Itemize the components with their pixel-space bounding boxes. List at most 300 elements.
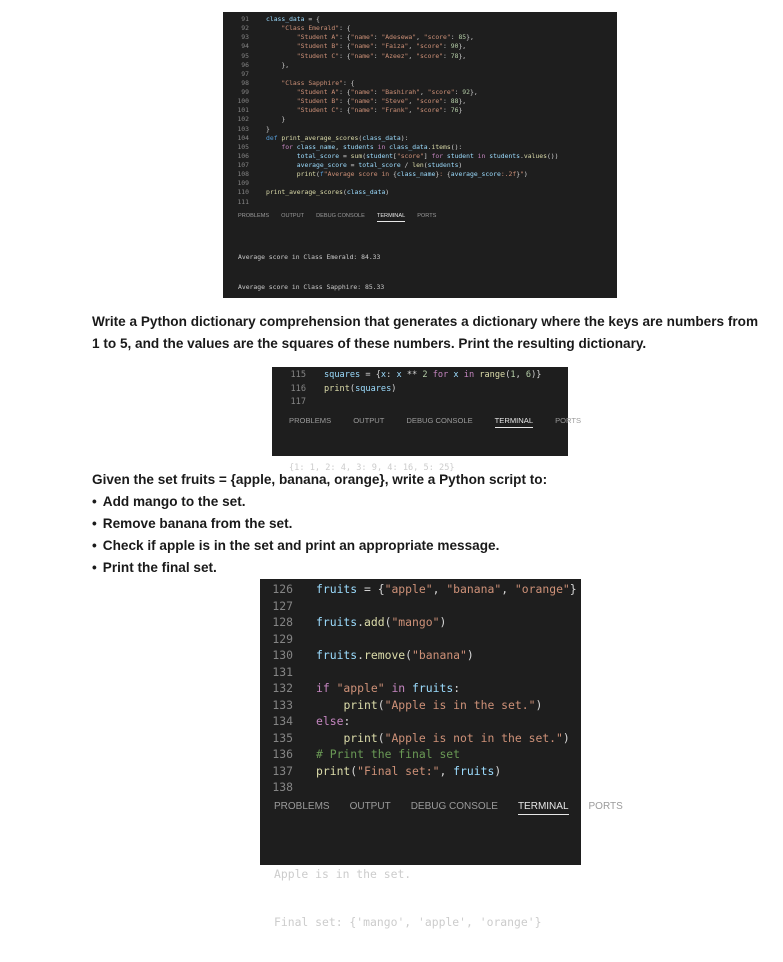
panel-tabs [223, 213, 617, 219]
code-token: : [443, 42, 451, 51]
code-token: average_score [450, 170, 501, 179]
code-token: 2 [422, 370, 428, 380]
code-line [260, 680, 581, 697]
code-line [223, 79, 617, 88]
code-token: 1 [510, 370, 516, 380]
code-token: class_data [389, 142, 428, 151]
code-text [324, 370, 541, 380]
code-token: = { [360, 370, 381, 380]
code-token: in [384, 681, 413, 695]
code-token: "Student A" [296, 88, 340, 96]
code-token: "score" [427, 88, 455, 96]
code-token: x [380, 370, 387, 380]
question-dict-comprehension [92, 311, 764, 355]
code-token: students [489, 151, 520, 160]
code-token: def [266, 133, 282, 142]
tab-output[interactable]: OUTPUT [281, 212, 305, 219]
code-line [223, 42, 617, 51]
code-screenshot-fruits [260, 579, 623, 929]
code-text [324, 384, 396, 394]
code-token: : [373, 51, 382, 60]
code-token: 78 [450, 51, 459, 60]
line-number: 105 [237, 142, 249, 151]
code-token: ( [377, 697, 385, 712]
code-editor [272, 367, 568, 410]
code-token: 88 [450, 97, 459, 106]
terminal-line: Final set: {'mango', 'apple', 'orange'} [274, 914, 542, 929]
code-line [260, 664, 581, 681]
code-token: } [266, 124, 270, 133]
line-number: 92 [241, 24, 249, 33]
code-token: } [516, 170, 521, 179]
code-editor [260, 579, 581, 796]
code-line [223, 143, 617, 152]
code-token: ) [466, 648, 474, 662]
code-screenshot-class-averages [223, 12, 617, 298]
code-token: { [446, 170, 451, 179]
code-text [266, 134, 408, 142]
task-item: • Add mango to the set. [92, 491, 764, 513]
code-token: "name" [350, 51, 374, 60]
code-token: : [450, 33, 459, 42]
code-token: average_score [296, 161, 347, 169]
code-token: student [446, 151, 474, 160]
code-token: ): [400, 133, 409, 142]
code-token: range [479, 370, 506, 380]
code-token: # Print the final set [316, 747, 461, 761]
code-token: ( [349, 383, 356, 394]
code-text [316, 747, 460, 761]
line-number: 102 [237, 115, 249, 124]
task-item: • Remove banana from the set. [92, 513, 764, 535]
code-text [266, 88, 478, 96]
code-token: 6 [525, 370, 532, 380]
code-token: , [408, 106, 417, 115]
code-token: , [515, 370, 526, 380]
code-token: } [435, 170, 440, 179]
line-number: 97 [241, 69, 249, 78]
code-text [316, 698, 542, 712]
line-number: 128 [272, 615, 293, 629]
code-text [316, 714, 350, 728]
code-token: : [343, 714, 351, 728]
tab-output[interactable]: OUTPUT [349, 800, 391, 812]
code-token: in [458, 370, 480, 380]
code-text [316, 681, 460, 695]
code-text [266, 15, 320, 23]
code-text [266, 152, 559, 160]
code-line [223, 115, 617, 124]
terminal-output [260, 834, 581, 962]
line-number: 130 [272, 648, 293, 662]
tab-debug-console[interactable]: DEBUG CONSOLE [316, 212, 365, 219]
code-line [260, 631, 581, 648]
code-line [223, 134, 617, 143]
code-token: "apple" [336, 681, 385, 695]
code-token: : [439, 170, 447, 179]
line-number: 101 [237, 106, 249, 115]
code-text [316, 764, 501, 778]
code-token: x [396, 370, 402, 380]
tab-debug-console[interactable]: DEBUG CONSOLE [410, 800, 498, 812]
code-token: "Average score in [323, 170, 394, 179]
code-token: "Class Sapphire" [281, 78, 343, 87]
code-token: in [473, 151, 490, 160]
code-line [223, 24, 617, 33]
code-token: : { [339, 33, 351, 42]
panel-tabs [272, 415, 582, 425]
code-token: ( [362, 151, 367, 160]
code-line [223, 88, 617, 97]
code-token: : [443, 97, 451, 106]
task-list [92, 491, 764, 579]
code-token: ) [458, 161, 463, 169]
code-token: 85 [458, 33, 467, 42]
code-line [223, 179, 617, 188]
tab-ports[interactable]: PORTS [417, 212, 437, 219]
code-line [260, 581, 581, 598]
code-token: = { [357, 582, 385, 596]
line-number: 116 [290, 383, 306, 394]
code-text [266, 106, 462, 114]
line-number: 103 [237, 124, 249, 133]
code-token: remove [364, 648, 406, 662]
line-number: 129 [272, 631, 293, 646]
code-token: items [431, 142, 451, 151]
tab-ports[interactable]: PORTS [588, 800, 623, 812]
line-number: 115 [290, 370, 306, 380]
code-token: . [357, 648, 365, 662]
code-token: [ [393, 151, 397, 160]
line-number: 91 [241, 15, 249, 23]
code-text [266, 33, 474, 41]
code-token: = [339, 151, 351, 160]
code-token: "Faiza" [381, 42, 409, 51]
code-line [272, 396, 568, 410]
code-line [223, 152, 617, 161]
tab-terminal[interactable]: TERMINAL [494, 415, 534, 425]
code-token: , [408, 97, 417, 106]
line-number: 133 [272, 697, 293, 712]
line-number: 111 [237, 197, 249, 206]
code-token: total_score [296, 151, 340, 160]
code-text [266, 52, 466, 60]
code-token: fruits [316, 615, 358, 629]
code-token: : [373, 106, 382, 115]
code-token: "Student B" [296, 97, 340, 106]
code-token: "Final set:" [357, 763, 440, 778]
code-token: "score" [416, 42, 444, 51]
line-number: 109 [237, 179, 249, 188]
code-token: "Student B" [296, 42, 340, 51]
code-token: "Steve" [381, 97, 409, 106]
code-token: : { [339, 42, 351, 51]
code-token: ) [391, 383, 397, 394]
line-number: 99 [241, 88, 249, 96]
code-token: if [316, 681, 337, 695]
code-text [266, 61, 289, 69]
code-line [223, 188, 617, 197]
terminal-line: Apple is in the set. [274, 866, 412, 881]
tab-problems[interactable]: PROBLEMS [238, 212, 270, 219]
code-token: "apple" [384, 582, 433, 596]
code-token: "banana" [446, 582, 502, 596]
code-line [223, 198, 617, 207]
code-token: : [373, 42, 382, 51]
code-token: "score" [416, 97, 444, 106]
code-text [266, 125, 270, 133]
code-token: : [373, 33, 382, 42]
line-number: 104 [237, 133, 249, 142]
code-line [223, 161, 617, 170]
code-token: / [400, 161, 413, 169]
line-number: 93 [241, 33, 249, 42]
code-line [260, 730, 581, 747]
code-token: , [432, 582, 447, 596]
code-text [266, 161, 462, 169]
code-token: }, [281, 60, 290, 69]
code-token: students [342, 142, 374, 151]
code-token: }, [458, 97, 467, 106]
code-token: "Class Emerald" [281, 24, 340, 33]
task-item: • Print the final set. [92, 557, 764, 579]
line-number: 138 [272, 780, 293, 794]
line-number: 106 [237, 151, 249, 160]
code-token: ( [350, 763, 358, 778]
code-line [223, 125, 617, 134]
line-number: 96 [241, 60, 249, 69]
code-token: print [296, 170, 317, 179]
code-token: . [427, 142, 432, 151]
code-line [260, 713, 581, 730]
line-number: 137 [272, 763, 293, 778]
code-token: , [439, 763, 454, 778]
code-token: } [458, 106, 463, 115]
code-line [260, 647, 581, 664]
code-token: ( [384, 615, 392, 629]
code-token: fruits [316, 648, 358, 662]
code-token: ** [401, 370, 423, 380]
code-text [266, 170, 528, 178]
code-token: print_average_scores [281, 133, 359, 142]
code-token: ( [342, 188, 347, 197]
question-intro: Given the set fruits = {apple, banana, orange}, write a Python script to: [92, 472, 548, 487]
code-token: x [453, 370, 459, 380]
code-token: "Bashirah" [381, 88, 420, 96]
line-number: 98 [241, 78, 249, 87]
code-token: for [431, 151, 447, 160]
terminal-line: Average score in Class Emerald: 84.33 [238, 252, 381, 261]
code-token: values [523, 151, 547, 160]
tab-problems[interactable]: PROBLEMS [289, 415, 332, 425]
code-token: print [316, 763, 351, 778]
code-screenshot-squares [272, 367, 582, 473]
code-token: = [346, 161, 359, 169]
code-token: 76 [450, 106, 459, 115]
code-token: "mango" [391, 615, 440, 629]
code-token: : [373, 97, 382, 106]
code-token: "orange" [514, 582, 570, 596]
code-line [260, 763, 581, 780]
line-number: 117 [290, 397, 306, 407]
code-token: class_name [396, 170, 436, 179]
line-number: 135 [272, 730, 293, 745]
code-token: f [319, 170, 324, 179]
code-line [260, 598, 581, 615]
line-number: 132 [272, 681, 293, 695]
code-line [260, 697, 581, 714]
code-token: "name" [350, 33, 374, 42]
code-token: for [281, 142, 297, 151]
code-token: : { [339, 97, 351, 106]
code-token: ()) [546, 151, 559, 160]
code-token: ( [377, 730, 385, 745]
code-token: ) [535, 697, 543, 712]
code-line [260, 746, 581, 763]
code-token: }, [469, 88, 478, 96]
code-token: : { [339, 51, 351, 60]
code-token: "name" [350, 106, 374, 115]
code-text [266, 143, 462, 151]
code-token: } [281, 115, 286, 124]
tab-terminal[interactable]: TERMINAL [376, 212, 406, 219]
code-token: print [343, 730, 378, 745]
code-text [316, 582, 577, 596]
line-number: 127 [272, 598, 293, 613]
code-token: "Apple is not in the set." [384, 730, 563, 745]
code-token: else [316, 714, 344, 728]
code-line [223, 61, 617, 70]
code-token: , [408, 42, 417, 51]
code-text [266, 24, 351, 32]
code-token: "banana" [412, 648, 467, 662]
panel-tabs [260, 800, 623, 812]
code-token: ) [385, 188, 390, 197]
code-token: ) [494, 763, 502, 778]
code-token: } [569, 582, 577, 596]
line-number: 126 [272, 582, 293, 596]
code-text [316, 731, 570, 745]
code-token: . [357, 615, 365, 629]
code-token: "score" [416, 106, 444, 115]
code-token: "Azeez" [381, 51, 409, 60]
code-token: squares [355, 383, 392, 394]
code-token: fruits [412, 681, 454, 695]
code-line [272, 383, 568, 397]
code-token: add [364, 615, 385, 629]
code-token: " [520, 170, 524, 179]
code-token: 90 [450, 42, 459, 51]
code-token: sum [350, 151, 363, 160]
code-text [266, 79, 355, 87]
code-token: : { [339, 106, 351, 115]
code-token: ] [423, 151, 432, 160]
code-token: fruits [453, 763, 495, 778]
code-token: : [454, 88, 463, 96]
question-fruits-set [92, 469, 764, 579]
line-number: 110 [237, 188, 249, 197]
code-token: :.2f [500, 170, 517, 179]
code-token: students [427, 161, 459, 169]
code-token: "score" [416, 51, 444, 60]
code-text [316, 615, 446, 629]
code-token: ) [562, 730, 570, 745]
code-token: "Frank" [381, 106, 409, 115]
code-text [266, 42, 466, 50]
code-token: . [520, 151, 524, 160]
code-token: : [386, 370, 397, 380]
code-token: "Apple is in the set." [384, 697, 536, 712]
line-number: 94 [241, 42, 249, 51]
code-token: class_data [266, 15, 305, 23]
line-number: 95 [241, 51, 249, 60]
tab-output[interactable]: OUTPUT [353, 415, 385, 425]
code-token: ( [358, 133, 363, 142]
code-text [266, 188, 389, 196]
code-token: print [324, 383, 350, 394]
code-token: ( [505, 370, 511, 380]
code-token: "score" [423, 33, 451, 42]
line-number: 108 [237, 170, 249, 179]
task-item: • Check if apple is in the set and print an appropriate message. [92, 535, 764, 557]
code-line [223, 33, 617, 42]
code-token: "score" [396, 151, 424, 160]
code-token: for [427, 370, 454, 380]
line-number: 134 [272, 714, 293, 728]
code-token: 92 [462, 88, 470, 96]
code-token: : [373, 88, 382, 96]
code-token: , [416, 33, 424, 42]
code-token: class_data [346, 188, 386, 197]
tab-terminal[interactable]: TERMINAL [517, 800, 569, 812]
code-line [260, 779, 581, 796]
code-token: ) [523, 170, 528, 179]
code-text [266, 115, 285, 123]
terminal-line: {1: 1, 2: 4, 3: 9, 4: 16, 5: 25} [289, 462, 455, 473]
code-token: class_name [296, 142, 336, 151]
line-number: 131 [272, 664, 293, 679]
code-token: }, [458, 42, 467, 51]
code-token: = { [304, 15, 320, 23]
line-number: 100 [237, 97, 249, 106]
code-token: , [501, 582, 515, 596]
code-token: : [443, 106, 451, 115]
code-token: ( [316, 170, 320, 179]
code-token: "Student A" [296, 33, 340, 42]
question-text: Write a Python dictionary comprehension that generates a dictionary where the keys are numbers from 1 to 5, and the values are the squares of these numbers. Print the resulting dictionary. [92, 314, 759, 351]
code-line [223, 15, 617, 24]
line-number: 136 [272, 747, 293, 761]
tab-ports[interactable]: PORTS [555, 415, 582, 425]
code-text [316, 648, 474, 662]
code-token: "Student C" [296, 106, 340, 115]
code-token: "name" [350, 88, 374, 96]
code-token: in [373, 142, 390, 151]
code-token: : { [339, 24, 351, 33]
code-token: : { [342, 78, 355, 87]
tab-problems[interactable]: PROBLEMS [274, 800, 330, 812]
code-line [272, 369, 568, 383]
code-token: "name" [350, 97, 374, 106]
line-number: 107 [237, 161, 249, 169]
code-token: : { [339, 88, 351, 96]
code-line [260, 614, 581, 631]
tab-debug-console[interactable]: DEBUG CONSOLE [406, 415, 473, 425]
code-token: print_average_scores [266, 188, 343, 197]
code-token: (): [450, 142, 463, 151]
terminal-line: Average score in Class Sapphire: 85.33 [238, 282, 385, 291]
code-token: )} [531, 370, 542, 380]
